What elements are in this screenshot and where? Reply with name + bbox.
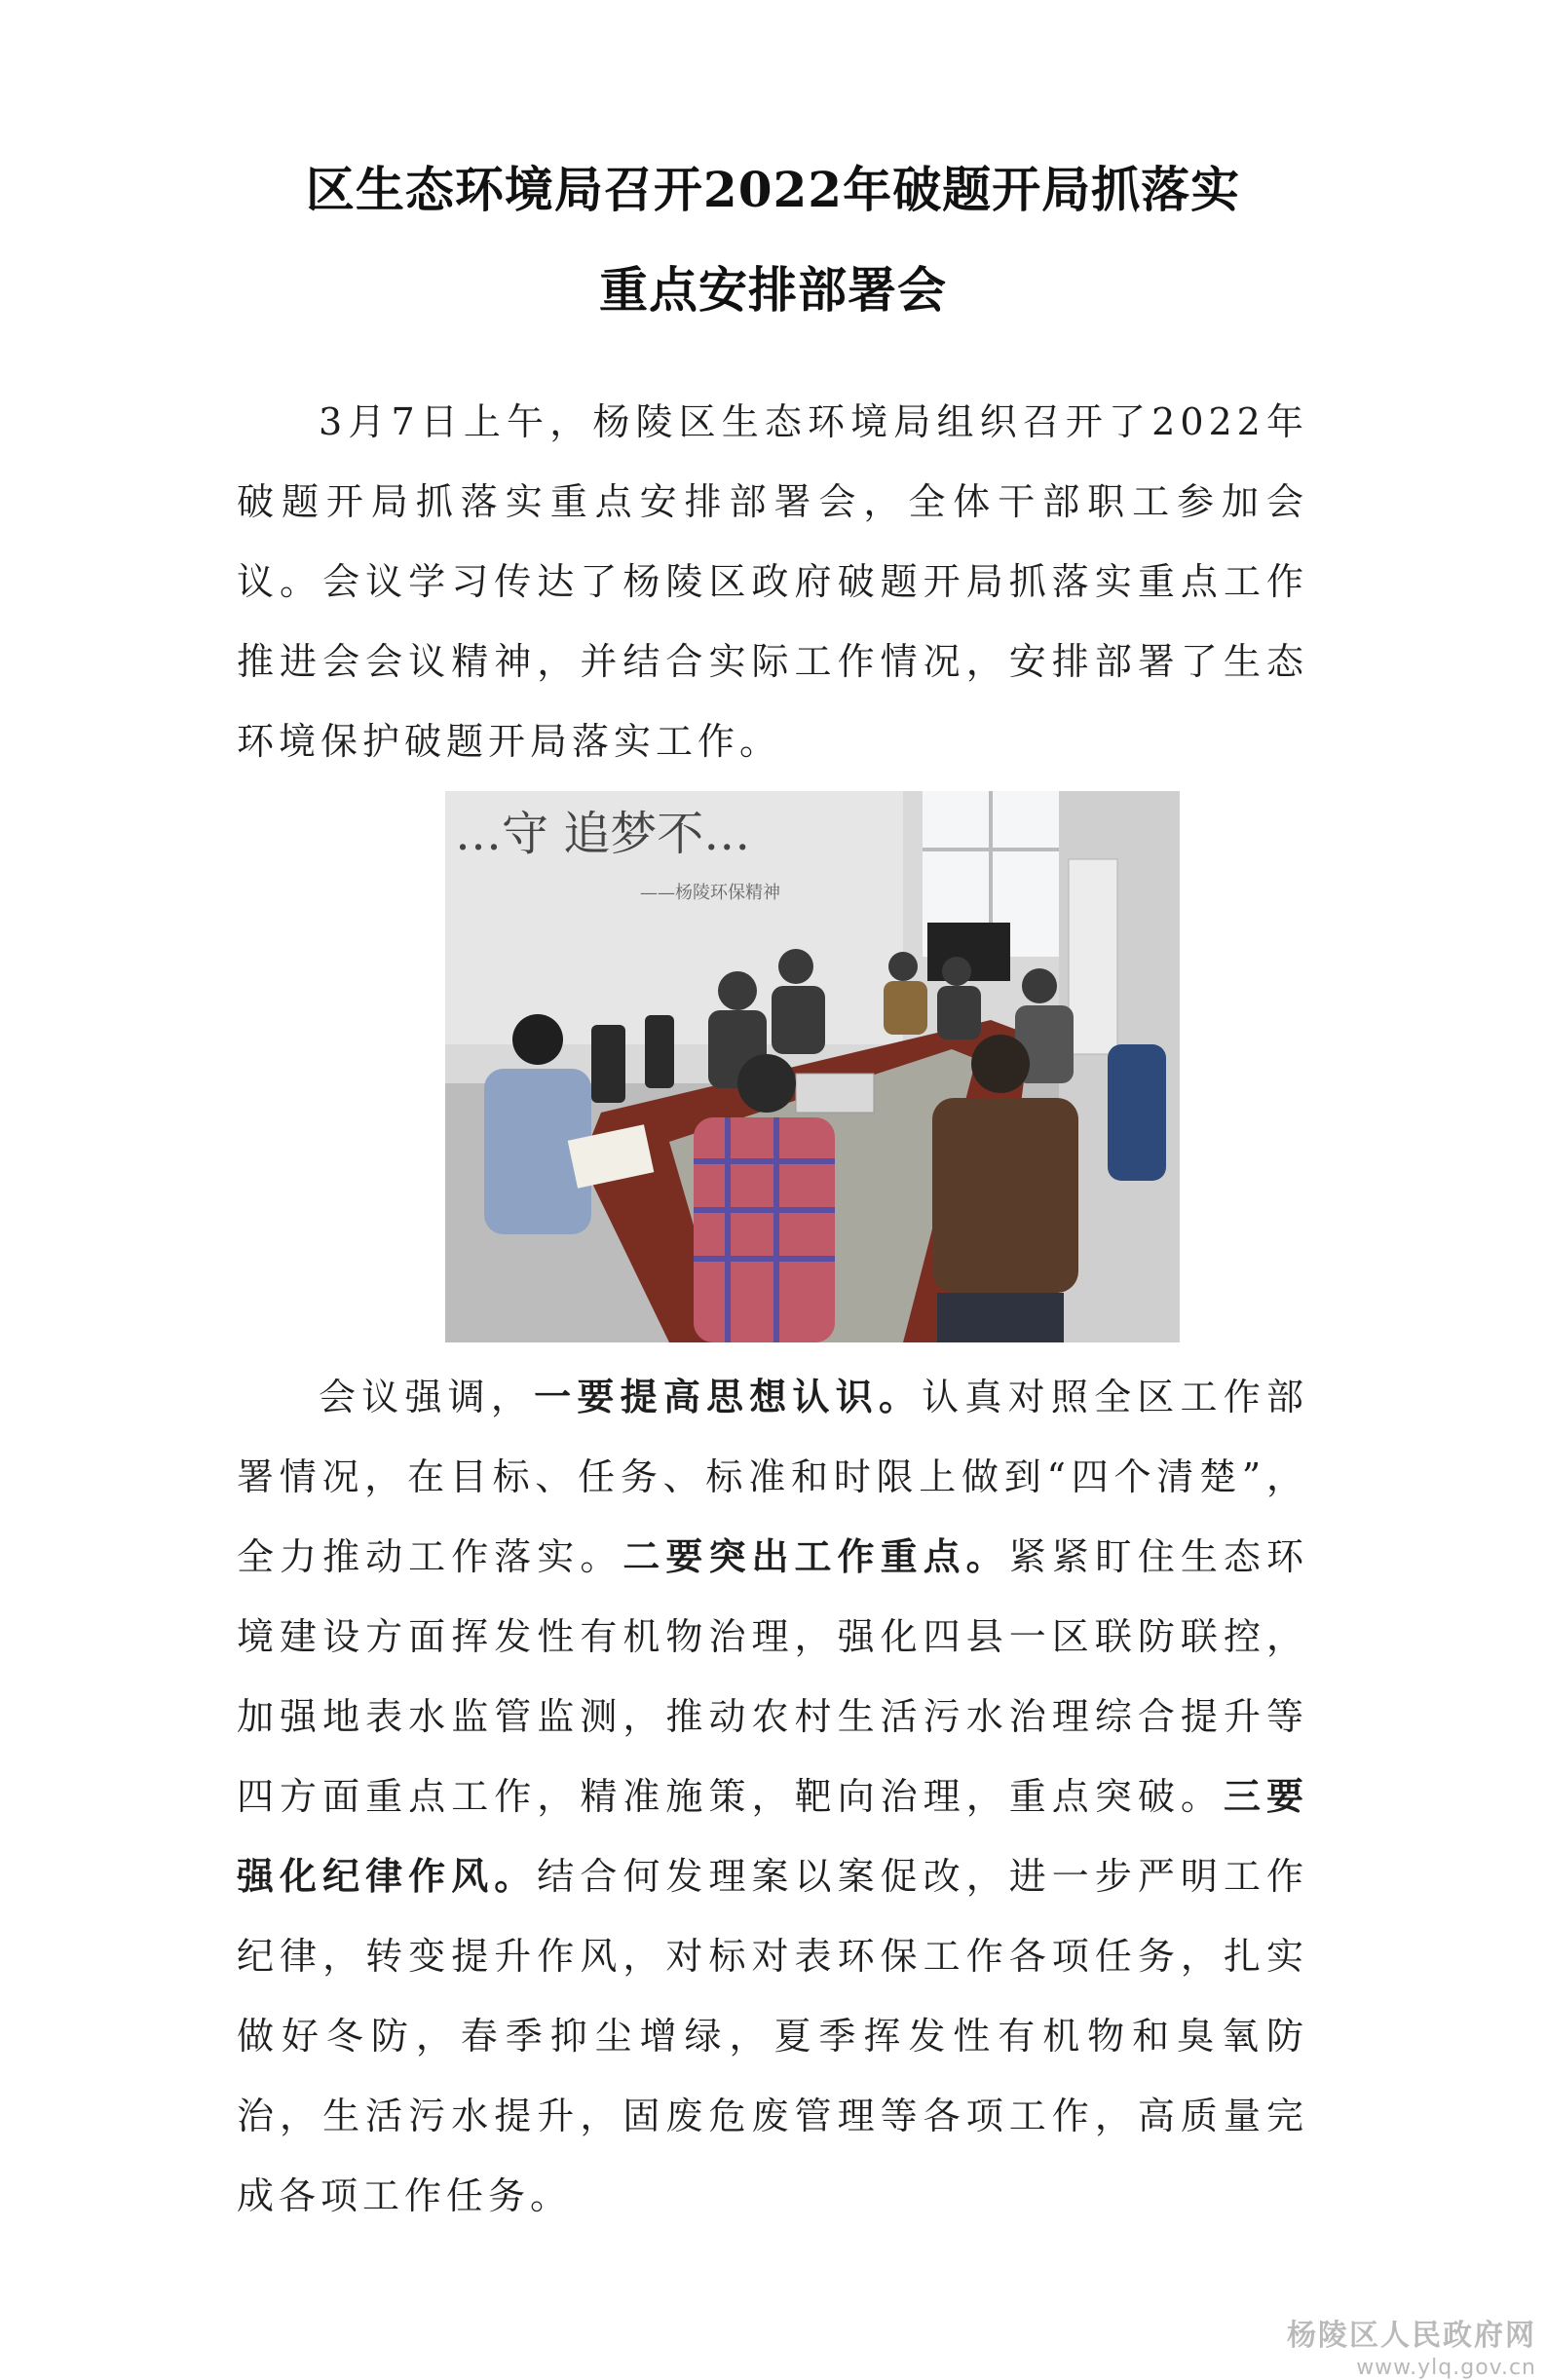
point-two-body: 紧紧盯住生态环境建设方面挥发性有机物治理，强化四县一区联防联控，加强地表水监管监测，推动农村生活污水治理综合提升等四方面重点工作，精准施策，靶向治理，重点突破。 — [237, 1535, 1308, 1818]
site-watermark — [1287, 2311, 1536, 2380]
intro-paragraph: 3月7日上午，杨陵区生态环境局组织召开了2022年破题开局抓落实重点安排部署会，全体干部职工参加会议。会议学习传达了杨陵区政府破题开局抓落实重点工作推进会会议精神，并结合实际工作情况，安排部署了生态环境保护破题开局落实工作。 — [237, 400, 1308, 763]
watermark-url: www.ylq.gov.cn — [1356, 2356, 1536, 2380]
point-one-body: 认真对照全区工作部署情况，在目标、任务、标准和时限上做到“四个清楚”，全力推动工作落实。 — [237, 1376, 1308, 1578]
point-three-body: 结合何发理案以案促改，进一步严明工作纪律，转变提升作风，对标对表环保工作各项任务，扎实做好冬防，春季抑尘增绿，夏季挥发性有机物和臭氧防治，生活污水提升，固废危废管理等各项工作，高质量完成各项工作任务。 — [237, 1855, 1308, 2217]
watermark-name: 杨陵区人民政府网 — [1287, 2319, 1536, 2353]
wall-calligraphy: …守 追梦不… — [455, 807, 751, 861]
emphasis-paragraph — [237, 1357, 1308, 2236]
point-three-heading: 三要强化纪律作风。 — [237, 1774, 1308, 1898]
page-title-line2: 重点安排部署会 — [599, 261, 947, 319]
page-title-line1: 区生态环境局召开2022年破题开局抓落实 — [305, 161, 1241, 218]
point-one-heading: 一要提高思想认识。 — [534, 1375, 923, 1418]
meeting-photo — [445, 791, 1180, 1342]
point-two-heading: 二要突出工作重点。 — [622, 1534, 1009, 1578]
wall-signature: ——杨陵环保精神 — [640, 883, 780, 903]
para2-lead: 会议强调， — [319, 1376, 535, 1418]
